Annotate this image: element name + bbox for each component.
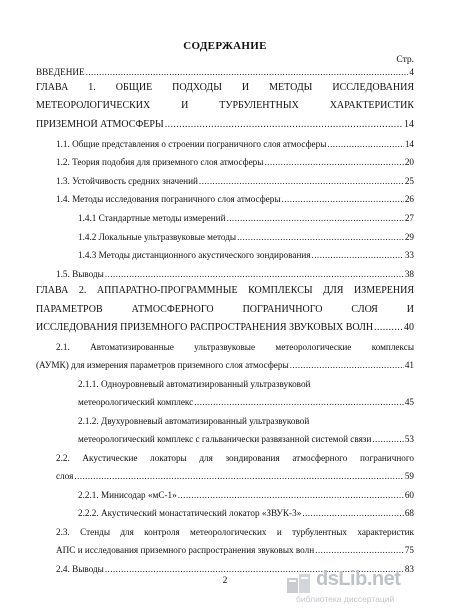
toc-entry[interactable]: 1.1. Общие представления о строении пограничного слоя атмосферы ..... 14 (56, 138, 414, 150)
toc-entry[interactable]: 2.1. Автоматизированные ультразвуковые метеорологические комплексы (56, 342, 414, 352)
toc-entry[interactable]: 1.4.1 Стандартные методы измерений ..... 27 (78, 212, 414, 224)
toc-entry[interactable]: ГЛАВА 2. АППАРАТНО-ПРОГРАММНЫЕ КОМПЛЕКСЫ ДЛЯ ИЗМЕРЕНИЯ (36, 285, 414, 296)
toc-entry[interactable]: 1.2. Теория подобия для приземного слоя атмосферы ..... 20 (56, 156, 414, 168)
toc-entry[interactable]: ПАРАМЕТРОВ АТМОСФЕРНОГО ПОГРАНИЧНОГО СЛОЯ И (36, 304, 414, 315)
toc-entry[interactable]: слоя ..... 59 (56, 470, 414, 482)
dslib-logo-icon (286, 572, 314, 594)
watermark-subtitle: библиотека диссертаций (296, 594, 395, 604)
toc-entry[interactable]: метеорологический комплекс с гальванически развязанной системой связи ..... 53 (78, 433, 414, 445)
page-number: 2 (222, 576, 228, 586)
toc-entry[interactable]: 2.2. Акустические локаторы для зондирования атмосферного пограничного (56, 453, 414, 463)
toc-entry[interactable]: 2.1.1. Одноуровневый автоматизированный ультразвуковой (78, 379, 311, 389)
toc-entry[interactable]: 2.3. Стенды для контроля метеорологических и турбулентных характеристик (56, 527, 414, 537)
toc-entry[interactable]: 1.4.2 Локальные ультразвуковые методы ..... 29 (78, 231, 414, 243)
toc-entry[interactable]: (АУМК) для измерения параметров приземного слоя атмосферы ..... 41 (36, 359, 414, 371)
page-title: СОДЕРЖАНИЕ (183, 40, 267, 52)
toc-entry[interactable]: АПС и исследования приземного распространения звуковых волн ..... 75 (56, 544, 414, 556)
toc-entry[interactable]: ИССЛЕДОВАНИЯ ПРИЗЕМНОГО РАСПРОСТРАНЕНИЯ ЗВУКОВЫХ ВОЛН ..... 40 (36, 322, 414, 334)
toc-entry[interactable]: 2.4. Выводы ..... 83 (56, 563, 414, 575)
toc-entry[interactable]: ГЛАВА 1. ОБЩИЕ ПОДХОДЫ И МЕТОДЫ ИССЛЕДОВАНИЯ (36, 82, 414, 93)
toc-entry[interactable]: 1.3. Устойчивость средних значений ..... 25 (56, 175, 414, 187)
toc-entry[interactable]: 2.1.2. Двухуровневый автоматизированный ультразвуковой (78, 416, 310, 426)
toc-entry[interactable]: МЕТЕОРОЛОГИЧЕСКИХ И ТУРБУЛЕНТНЫХ ХАРАКТЕРИСТИК (36, 100, 414, 111)
toc-entry[interactable]: метеорологический комплекс ..... 45 (78, 396, 414, 408)
toc-entry[interactable]: 1.4.3 Методы дистанционного акустического зондирования ..... 33 (78, 249, 414, 261)
toc-entry[interactable]: ПРИЗЕМНОЙ АТМОСФЕРЫ ..... 14 (36, 119, 414, 131)
toc-entry[interactable]: 2.2.1. Минисодар «мС-1» ..... 60 (78, 489, 414, 501)
page-column-label: Стр. (396, 55, 414, 65)
watermark-logo-text: dsLib.net (316, 568, 401, 590)
dslib-watermark (282, 568, 442, 608)
toc-entry[interactable]: ВВЕДЕНИЕ ..... 4 (36, 66, 414, 78)
toc-entry[interactable]: 1.4. Методы исследования пограничного слоя атмосферы ..... 26 (56, 193, 414, 205)
toc-entry[interactable]: 2.2.2. Акустический монастатический локатор «ЗВУК-3» ..... 68 (78, 507, 414, 519)
toc-entry[interactable]: 1.5. Выводы ..... 38 (56, 268, 414, 280)
